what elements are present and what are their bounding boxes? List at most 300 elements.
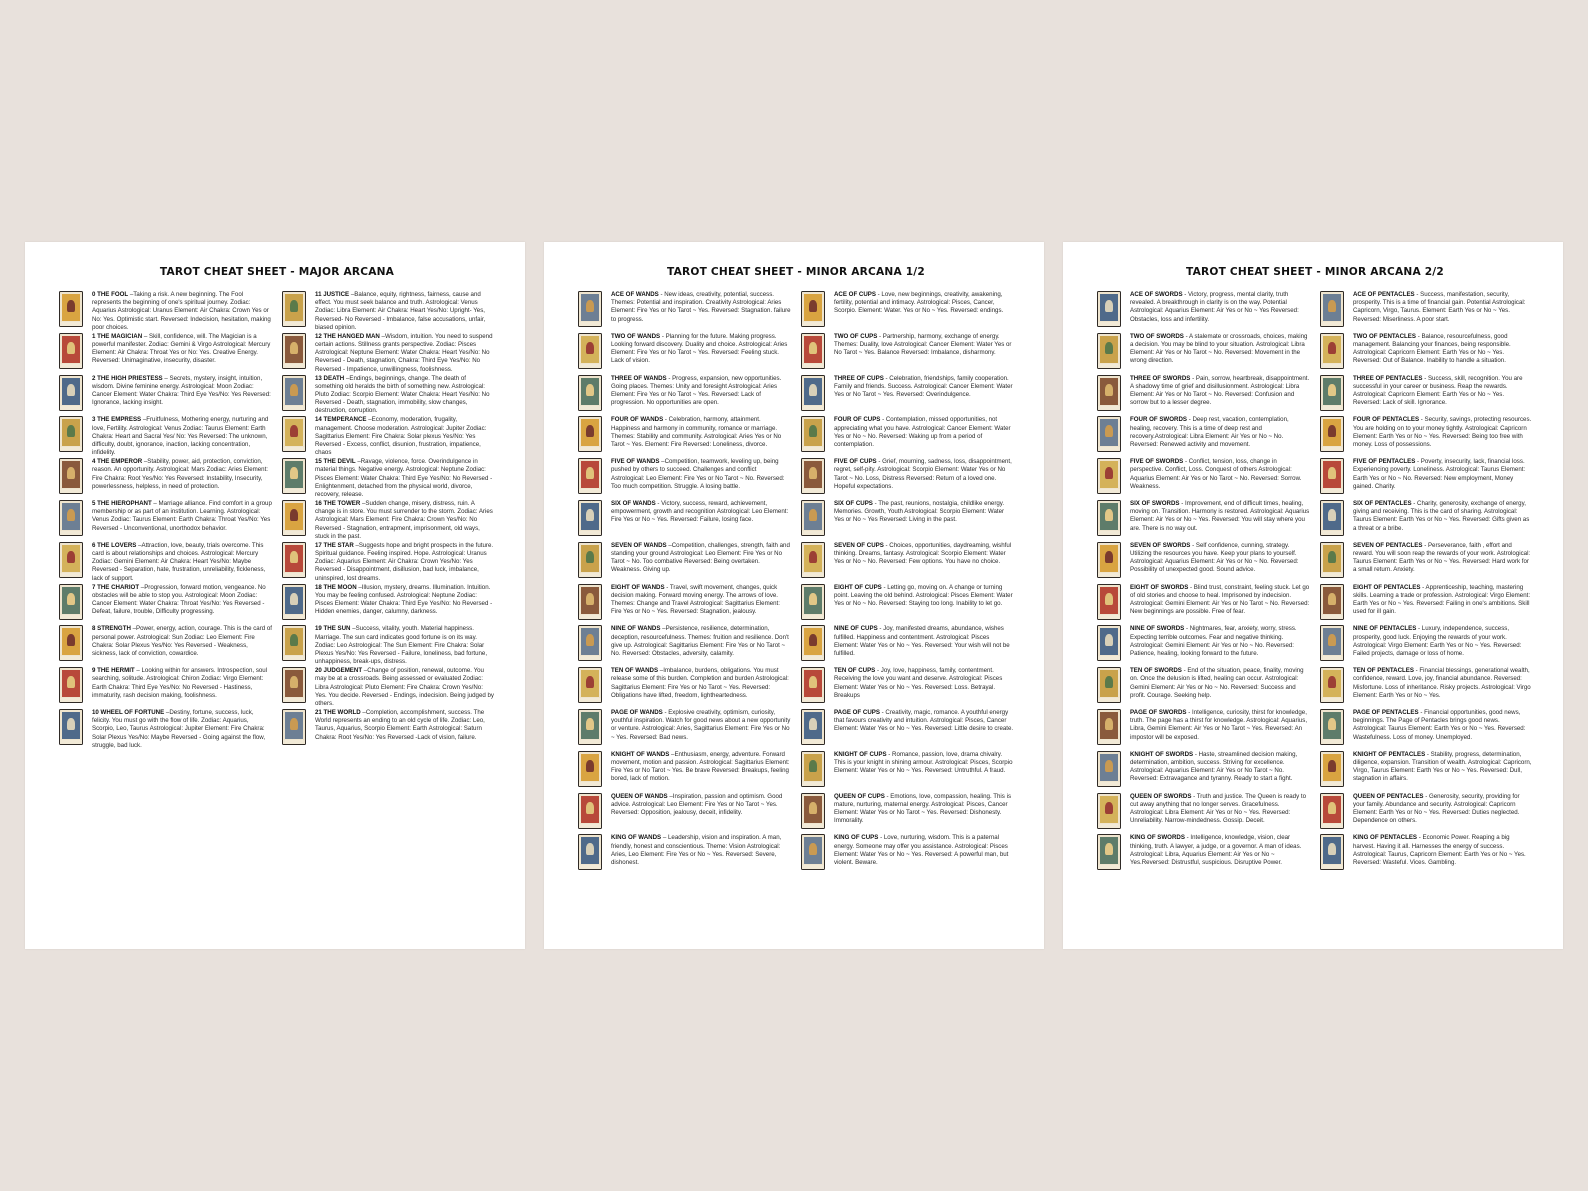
ten-of-pentacles-card-icon xyxy=(1320,667,1344,703)
card-meaning: - Poverty, insecurity, lack, financial loss. Experiencing poverty. Loneliness. Astrological: Taurus Element: Earth Yes or No ~ No. Reversed: New employment, Money gained. Charity. xyxy=(1353,458,1526,490)
card-entry xyxy=(578,458,791,500)
card-entry xyxy=(1097,793,1310,835)
card-entry xyxy=(1320,834,1533,876)
card-entry xyxy=(801,793,1014,835)
card-name: 16 THE TOWER xyxy=(315,499,361,507)
card-meaning: - Pain, sorrow, heartbreak, disappointment. A shadowy time of grief and disillusionment. Astrological: Libra Element: Air Yes or No Tarot ~ No. Reversed: Confusion and sorrow but to a lesser degree. xyxy=(1130,374,1310,407)
card-description xyxy=(1353,458,1533,491)
card-name: SIX OF CUPS xyxy=(834,499,873,507)
card-entry xyxy=(578,291,791,333)
two-of-cups-card-icon xyxy=(801,333,825,369)
four-of-wands-card-icon xyxy=(578,416,602,452)
six-of-swords-card-icon xyxy=(1097,500,1121,536)
card-entry xyxy=(578,584,791,626)
card-entry xyxy=(59,542,272,584)
card-entry xyxy=(59,458,272,500)
card-description xyxy=(834,291,1014,316)
card-description xyxy=(1130,793,1310,826)
card-name: NINE OF WANDS xyxy=(611,625,661,633)
card-description xyxy=(834,333,1014,358)
card-description xyxy=(834,542,1014,567)
card-name: SEVEN OF WANDS xyxy=(611,541,667,549)
three-of-pentacles-card-icon xyxy=(1320,375,1344,411)
card-name: FIVE OF SWORDS xyxy=(1130,458,1184,466)
card-entry xyxy=(1320,625,1533,667)
temperance-card-icon xyxy=(282,416,306,452)
sheet-columns xyxy=(578,291,1014,876)
card-entry xyxy=(1320,667,1533,709)
card-name: KING OF PENTACLES xyxy=(1353,834,1418,842)
card-description xyxy=(1353,291,1533,324)
emperor-card-icon xyxy=(59,458,83,494)
card-name: TEN OF WANDS xyxy=(611,667,659,675)
king-of-pentacles-card-icon xyxy=(1320,834,1344,870)
card-name: KNIGHT OF CUPS xyxy=(834,750,887,758)
seven-of-cups-card-icon xyxy=(801,542,825,578)
card-entry xyxy=(578,333,791,375)
card-description xyxy=(315,584,495,617)
card-meaning: –Destiny, fortune, success, luck, felicity. You must go with the flow of life. Zodiac: Aquarius, Scorpio, Leo, Taurus Astrological: Jupiter Element: Fire Chakra: Solar Plexus Yes/No: Maybe Reversed - Going against the flow, struggle, bad luck. xyxy=(92,708,266,749)
card-description xyxy=(1353,667,1533,700)
card-meaning: - End of the situation, peace, finality, moving on. Once the delusion is lifted, healing can occur. Astrological: Gemini Element: Air Yes or No ~ No. Reversed: Success and profit. Courage. Seeking help. xyxy=(1130,667,1304,699)
card-name: 3 THE EMPRESS xyxy=(92,416,142,424)
card-description xyxy=(92,584,272,617)
card-meaning: - Intelligence, curiosity, thirst for knowledge, truth. The page has a thirst for knowledge. Astrological: Aquarius, Libra, Gemini Element: Air Yes or No Tarot ~ Yes. Reversed: An impostor will be exposed. xyxy=(1130,708,1308,741)
card-entry xyxy=(282,375,495,417)
card-meaning: - Luxury, independence, success, prosperity, good luck. Enjoying the rewards of your work. Astrological: Virgo Element: Earth Yes or No ~ Yes. Reversed: Failed projects, damage or loss of home. xyxy=(1353,625,1522,657)
queen-of-cups-card-icon xyxy=(801,793,825,829)
card-description xyxy=(92,625,272,658)
seven-of-wands-card-icon xyxy=(578,542,602,578)
card-entry xyxy=(801,375,1014,417)
card-name: EIGHT OF SWORDS xyxy=(1130,583,1189,591)
card-meaning: –Suggests hope and bright prospects in the future. Spiritual guidance. Feeling inspired. Hope. Astrological: Uranus Zodiac: Aquarius Element: Air Chakra: Crown Yes/No: Yes Reversed - Disappointment, disillusion, bad luck, imbalance, uninspired, lost dreams. xyxy=(315,541,494,582)
king-of-swords-card-icon xyxy=(1097,834,1121,870)
card-meaning: –Change of position, renewal, outcome. You may be at a crossroads. Being assessed or evaluated Zodiac: Libra Astrological: Pluto Element: Fire Chakra: Crown Yes/No: Yes. You decide. Reversed - Endings, indecision. Being judged by others. xyxy=(315,667,494,707)
card-description xyxy=(92,667,272,700)
empress-card-icon xyxy=(59,416,83,452)
card-meaning: - Intelligence, knowledge, vision, clear thinking, truth. A lawyer, a judge, or a governor. A man of ideas. Astrological: Libra, Aquarius Element: Air Yes or No ~ Yes.Reversed: Distrustful, suspicious. Disruptive Power. xyxy=(1130,834,1302,866)
card-name: THREE OF PENTACLES xyxy=(1353,374,1423,382)
eight-of-wands-card-icon xyxy=(578,584,602,620)
card-entry xyxy=(1320,751,1533,793)
card-description xyxy=(1130,375,1310,408)
card-description xyxy=(1130,709,1310,742)
card-entry xyxy=(801,751,1014,793)
card-name: EIGHT OF CUPS xyxy=(834,583,882,591)
card-entry xyxy=(1320,709,1533,751)
knight-of-swords-card-icon xyxy=(1097,751,1121,787)
card-name: 8 STRENGTH xyxy=(92,625,131,633)
card-name: 9 THE HERMIT xyxy=(92,667,135,675)
card-description xyxy=(92,500,272,533)
card-meaning: - Love, nurturing, wisdom. This is a paternal energy. Someone may offer you assistance. Astrological: Pisces Element: Water Yes or No ~ Yes. Reversed: A powerful man, but violent. Beware. xyxy=(834,834,1009,866)
card-entry xyxy=(801,667,1014,709)
card-description xyxy=(315,500,495,541)
card-entry xyxy=(578,542,791,584)
card-description xyxy=(1130,500,1310,533)
card-entry xyxy=(1097,667,1310,709)
card-entry xyxy=(1320,584,1533,626)
card-entry xyxy=(1097,834,1310,876)
card-meaning: - Self confidence, cunning, strategy. Utilizing the resources you have. Keep your plans to yourself. Astrological: Aquarius Element: Air Yes or No ~ No. Reversed: Possibility of unexpected good. Sound advice. xyxy=(1130,541,1299,574)
card-entry xyxy=(1320,500,1533,542)
card-meaning: - Progress, expansion, new opportunities. Going places. Themes: Unity and foresight Astrological: Aries Element: Fire Yes or No Tarot ~ Yes. Reversed: Lack of progression. No opportunities are open. xyxy=(611,374,782,407)
card-meaning: - Success, manifestation, security, prosperity. This is a time of financial gain. Potential Astrological: Capricorn, Virgo, Taurus. Element: Earth Yes or No ~ Yes. Reversed: Miserliness. A poor start. xyxy=(1353,291,1526,323)
card-description xyxy=(834,709,1014,734)
card-entry xyxy=(1097,584,1310,626)
card-meaning: –Ravage, violence, force. Overindulgence in material things. Negative energy. Astrological: Neptune Zodiac: Pisces Element: Water Chakra: Third Eye Yes/No: No Reversed - Enlightenment, detached from the physical world, divorce, recovery, release. xyxy=(315,458,493,498)
magician-card-icon xyxy=(59,333,83,369)
card-meaning: –Wisdom, intuition. You need to suspend certain actions. Stillness grants perspective. Zodiac: Pisces Astrological: Neptune Element: Water Chakra: Heart Yes/No: No Reversed - Death, stagnation, Chakra: Third Eye Yes/No: No Reversed - Impatience, unwillingness, foolishness. xyxy=(315,332,493,373)
card-description xyxy=(611,584,791,617)
card-meaning: - Romance, passion, love, drama chivalry. This is your knight in shining armour. Astrological: Pisces, Scorpio Element: Water Yes or No ~ Yes. Reversed: Untruthful. A fraud. xyxy=(834,750,1013,775)
card-description xyxy=(315,375,495,416)
card-name: 7 THE CHARIOT xyxy=(92,583,140,591)
card-description xyxy=(611,625,791,658)
card-name: TWO OF PENTACLES xyxy=(1353,332,1416,340)
card-entry xyxy=(282,667,495,709)
card-name: THREE OF CUPS xyxy=(834,374,884,382)
card-name: ACE OF CUPS xyxy=(834,291,876,298)
card-description xyxy=(834,751,1014,776)
card-entry xyxy=(801,542,1014,584)
judgement-card-icon xyxy=(282,667,306,703)
sheet-minor-arcana-1 xyxy=(544,242,1044,949)
card-entry xyxy=(59,375,272,417)
card-entry xyxy=(59,667,272,709)
card-description xyxy=(611,751,791,784)
card-entry xyxy=(1097,625,1310,667)
card-entry xyxy=(59,416,272,458)
ten-of-swords-card-icon xyxy=(1097,667,1121,703)
card-meaning: - Stability, progress, determination, diligence, expansion. Transition of wealth. Astrological: Capricorn, Virgo, Taurus Element: Earth Yes or No ~ Yes. Reversed: Dull, stagnation in affairs. xyxy=(1353,750,1532,783)
card-name: ACE OF SWORDS xyxy=(1130,291,1183,298)
card-entry xyxy=(1097,416,1310,458)
card-meaning: –Success, vitality, youth. Material happiness. Marriage. The sun card indicates good fortune is on its way. Zodiac: Leo Astrological: The Sun Element: Fire Chakra: Solar Plexus Yes/No: Yes Reversed - Failure, loneliness, bad fortune, unhappiness, break-ups, distress. xyxy=(315,625,488,666)
five-of-cups-card-icon xyxy=(801,458,825,494)
fool-card-icon xyxy=(59,291,83,327)
card-description xyxy=(1130,333,1310,366)
lovers-card-icon xyxy=(59,542,83,578)
card-meaning: –Taking a risk. A new beginning. The Fool represents the beginning of one's spiritual journey. Zodiac: Aquarius Astrological: Uranus Element: Air Chakra: Crown Yes or No: Yes. Optimistic start. Reversed: Indecision, hesitation, making poor choices. xyxy=(92,291,271,331)
card-description xyxy=(92,333,272,366)
card-name: EIGHT OF PENTACLES xyxy=(1353,583,1421,591)
card-name: FIVE OF PENTACLES xyxy=(1353,458,1416,466)
card-description xyxy=(315,542,495,583)
four-of-swords-card-icon xyxy=(1097,416,1121,452)
king-of-cups-card-icon xyxy=(801,834,825,870)
card-meaning: - Perseverance, faith , effort and reward. You will soon reap the rewards of your work. Astrological: Taurus Element: Earth Yes or No ~ Yes. Reversed: Hard work for a small return. Anxiety. xyxy=(1353,541,1531,574)
card-meaning: - Balance, resourcefulness, good management. Balancing your finances, being responsible. Astrological: Capricorn Element: Earth Yes or No ~ Yes. Reversed: Out of Balance. Inability to handle a situation. xyxy=(1353,332,1511,365)
card-name: 6 THE LOVERS xyxy=(92,541,137,549)
card-description xyxy=(1130,834,1310,867)
card-name: 1 THE MAGICIAN xyxy=(92,332,143,340)
card-description xyxy=(611,834,791,867)
card-meaning: - Travel, swift movement, changes, quick decision making. Forward moving energy. The arrows of love. Themes: Change and Travel Astrological: Sagittarius Element: Fire Yes or No ~ Yes. Reversed: Stagnation, jealousy. xyxy=(611,583,780,616)
card-name: 19 THE SUN xyxy=(315,625,351,633)
card-description xyxy=(315,333,495,374)
page-of-cups-card-icon xyxy=(801,709,825,745)
card-meaning: - Victory, progress, mental clarity, truth revealed. A breakthrough in clarity is on the way. Potential Astrological: Aquarius Element: Air Yes or No ~ Yes Reversed: Obstacles, loss and infertility. xyxy=(1130,291,1299,323)
card-name: FIVE OF WANDS xyxy=(611,458,660,466)
card-description xyxy=(1130,625,1310,658)
card-meaning: - Success, skill, recognition. You are successful in your career or business. Reap the rewards. Astrological: Capricorn Element: Earth Yes or No ~ Yes. Reversed: Lack of skill. Ignorance. xyxy=(1353,374,1523,407)
nine-of-wands-card-icon xyxy=(578,625,602,661)
card-entry xyxy=(578,709,791,751)
card-name: SIX OF WANDS xyxy=(611,499,656,507)
card-entry xyxy=(801,333,1014,375)
card-meaning: - Conflict, tension, loss, change in perspective. Conflict, Loss. Conquest of others Astrological: Aquarius Element: Air Yes or No Tarot ~ No. Reversed: Sorrow. Weakness. xyxy=(1130,458,1302,490)
card-name: PAGE OF CUPS xyxy=(834,708,880,716)
card-name: 18 THE MOON xyxy=(315,583,357,591)
hanged-man-card-icon xyxy=(282,333,306,369)
card-description xyxy=(1353,793,1533,826)
card-description xyxy=(834,667,1014,700)
nine-of-cups-card-icon xyxy=(801,625,825,661)
card-meaning: - Letting go, moving on. A change or turning point. Leaving the old behind. Astrological: Pisces Element: Water Yes or No ~ No. Reversed: Staying too long. Inability to let go. xyxy=(834,583,1013,607)
card-meaning: - Charity, generosity, exchange of energy, giving and receiving. This is the card of sharing. Astrological: Taurus Element: Earth Yes or No ~ Yes. Reversed: Gifts given as a threat or a bribe. xyxy=(1353,499,1530,532)
column-right xyxy=(801,291,1014,876)
justice-card-icon xyxy=(282,291,306,327)
card-meaning: - Apprenticeship, teaching, mastering skills. Learning a trade or profession. Astrological: Virgo Element: Earth Yes or No ~ Yes. Reversed: Failing in one's ambitions. Skill used for ill gain. xyxy=(1353,583,1531,616)
page-of-pentacles-card-icon xyxy=(1320,709,1344,745)
card-meaning: - Celebration, friendships, family cooperation. Family and friends. Success. Astrological: Cancer Element: Water Yes or No Tarot ~ Yes. Reversed: Overindulgence. xyxy=(834,374,1013,398)
card-description xyxy=(611,375,791,408)
card-entry xyxy=(282,542,495,584)
queen-of-wands-card-icon xyxy=(578,793,602,829)
four-of-cups-card-icon xyxy=(801,416,825,452)
hierophant-card-icon xyxy=(59,500,83,536)
page-of-wands-card-icon xyxy=(578,709,602,745)
card-name: QUEEN OF SWORDS xyxy=(1130,792,1192,800)
card-meaning: - New ideas, creativity, potential, success. Themes: Potential and inspiration. Creativity Astrological: Aries Element: Fire Yes or No Tarot ~ Yes. Reversed: Stagnation. failure to progress. xyxy=(611,291,791,323)
card-description xyxy=(611,793,791,818)
card-entry xyxy=(282,625,495,667)
queen-of-swords-card-icon xyxy=(1097,793,1121,829)
nine-of-swords-card-icon xyxy=(1097,625,1121,661)
card-description xyxy=(1353,333,1533,366)
card-description xyxy=(834,793,1014,826)
card-entry xyxy=(1320,375,1533,417)
card-meaning: - The past, reunions, nostalgia, childlike energy. Memories. Growth, Youth Astrological: Scorpio Element: Water Yes or No ~ Yes Reversed: Living in the past. xyxy=(834,499,1005,524)
column-left xyxy=(59,291,272,751)
card-meaning: - Financial blessings, generational wealth, confidence, reward. Love, joy, financial abundance. Reversed: Misfortune. Loss of inheritance. Risky projects. Astrological: Virgo Element: Earth Yes or No ~ Yes. xyxy=(1353,667,1531,699)
card-entry xyxy=(801,458,1014,500)
high-priestess-card-icon xyxy=(59,375,83,411)
card-entry xyxy=(59,333,272,375)
card-description xyxy=(1130,416,1310,449)
card-description xyxy=(1353,584,1533,617)
sheet-title: TAROT CHEAT SHEET - MINOR ARCANA 1/2 xyxy=(667,266,925,278)
card-entry xyxy=(1097,500,1310,542)
six-of-cups-card-icon xyxy=(801,500,825,536)
card-name: TEN OF SWORDS xyxy=(1130,667,1182,675)
card-meaning: –Sudden change, misery, distress, ruin. A change is in store. You must surrender to the storm. Zodiac: Aries Astrological: Mars Element: Fire Chakra: Crown Yes/No: No Reversed - Stagnation, entrapment, imprisonment, old ways, stuck in the past. xyxy=(315,499,493,540)
card-entry xyxy=(801,584,1014,626)
card-meaning: –Enthusiasm, energy, adventure. Forward movement, motion and passion. Astrological: Sagittarius Element: Fire Yes or No Tarot ~ Yes. Be brave Reversed: Breakups, feeling bored, lack of motion. xyxy=(611,750,790,783)
card-entry xyxy=(282,458,495,500)
card-name: NINE OF CUPS xyxy=(834,625,878,633)
card-meaning: –Attraction, love, beauty, trials overcome. This card is about relationships and choices. Astrological: Mercury Zodiac: Gemini Element: Air Chakra: Heart Yes/No: Maybe Reversed - Separation, hate, frustration, unreliability, fickleness, lack of support. xyxy=(92,541,266,582)
card-name: FOUR OF PENTACLES xyxy=(1353,416,1420,424)
four-of-pentacles-card-icon xyxy=(1320,416,1344,452)
knight-of-wands-card-icon xyxy=(578,751,602,787)
card-name: FIVE OF CUPS xyxy=(834,458,877,466)
card-meaning: - Joy, manifested dreams, abundance, wishes fulfilled. Happiness and contentment. Astrological: Pisces Element: Water Yes or No ~ Yes. Reversed: Your wish will not be fulfilled. xyxy=(834,625,1010,657)
card-name: SEVEN OF CUPS xyxy=(834,541,884,549)
card-meaning: –Completion, accomplishment, success. The World represents an ending to an old cycle of life. Zodiac: Leo, Taurus, Aquarius, Scorpio Element: Earth Astrological: Saturn Chakra: Root Yes/No: Yes Reversed -Lack of vision, failure. xyxy=(315,708,485,741)
three-of-swords-card-icon xyxy=(1097,375,1121,411)
card-entry xyxy=(801,416,1014,458)
death-card-icon xyxy=(282,375,306,411)
card-meaning: - Love, new beginnings, creativity, awakening, fertility, potential and intimacy. Astrological: Pisces, Cancer, Scorpio. Element: Water. Yes or No ~ Yes. Reversed: endings. xyxy=(834,291,1004,315)
card-name: KNIGHT OF PENTACLES xyxy=(1353,750,1426,758)
card-name: 5 THE HIEROPHANT xyxy=(92,499,152,507)
moon-card-icon xyxy=(282,584,306,620)
card-name: TEN OF CUPS xyxy=(834,667,876,675)
card-meaning: - Generosity, security, providing for your family. Abundance and security. Astrological: Capricorn Element: Earth Yes or No ~ Yes. Reversed: Duties neglected. Dependence on others. xyxy=(1353,792,1520,825)
card-name: KNIGHT OF SWORDS xyxy=(1130,750,1194,758)
card-entry xyxy=(282,291,495,333)
card-name: FOUR OF CUPS xyxy=(834,416,881,424)
card-description xyxy=(315,416,495,457)
card-description xyxy=(611,709,791,742)
card-description xyxy=(1353,500,1533,533)
ace-of-wands-card-icon xyxy=(578,291,602,327)
column-left xyxy=(578,291,791,876)
card-entry xyxy=(1320,416,1533,458)
devil-card-icon xyxy=(282,458,306,494)
card-entry xyxy=(578,793,791,835)
knight-of-pentacles-card-icon xyxy=(1320,751,1344,787)
card-meaning: - Deep rest, vacation, contemplation, healing, recovery. This is a time of deep rest and recovery.Astrological: Libra Element: Air Yes or No ~ No. Reversed: Renewed activity and movement. xyxy=(1130,416,1289,448)
card-entry xyxy=(282,416,495,458)
card-entry xyxy=(578,751,791,793)
card-description xyxy=(315,667,495,708)
card-name: PAGE OF WANDS xyxy=(611,708,663,716)
card-description xyxy=(611,291,791,324)
card-entry xyxy=(1320,458,1533,500)
card-description xyxy=(834,375,1014,400)
card-description xyxy=(92,709,272,750)
card-entry xyxy=(1320,793,1533,835)
card-meaning: – Marriage alliance. Find comfort in a group membership or as part of an institution. Learning. Astrological: Venus Zodiac: Taurus Element: Earth Chakra: Throat Yes/No: Yes Reversed - Unconventional, unorthodox behavior. xyxy=(92,499,272,532)
chariot-card-icon xyxy=(59,584,83,620)
card-name: 11 JUSTICE xyxy=(315,291,350,298)
card-meaning: - Blind trust, constraint, feeling stuck. Let go of old stories and choose to heal. Imprisoned by indecision. Astrological: Gemini Element: Air Yes or No Tarot ~ No. Reversed: New beginnings are possible. Free of fear. xyxy=(1130,583,1310,616)
column-right xyxy=(282,291,495,751)
wheel-of-fortune-card-icon xyxy=(59,709,83,745)
card-description xyxy=(1130,584,1310,617)
card-entry xyxy=(578,625,791,667)
card-entry xyxy=(801,291,1014,333)
card-name: 13 DEATH xyxy=(315,374,345,382)
card-description xyxy=(92,291,272,332)
card-meaning: - Choices, opportunities, daydreaming, wishful thinking. Dreams, fantasy. Astrological: Scorpio Element: Water Yes or No ~ No. Reversed: Few options. You have no choice. xyxy=(834,541,1012,566)
five-of-pentacles-card-icon xyxy=(1320,458,1344,494)
card-name: FOUR OF WANDS xyxy=(611,416,664,424)
card-meaning: - Grief, mourning, sadness, loss, disappointment, regret, self-pity. Astrological: Scorpio Element: Water Yes or No Tarot ~ No. Loss, Distress Reversed: Return of a loved one. Hopeful expectations. xyxy=(834,458,1012,490)
two-of-pentacles-card-icon xyxy=(1320,333,1344,369)
card-description xyxy=(834,458,1014,491)
card-entry xyxy=(801,709,1014,751)
card-description xyxy=(611,458,791,491)
queen-of-pentacles-card-icon xyxy=(1320,793,1344,829)
sheet-columns xyxy=(59,291,495,751)
card-description xyxy=(1130,751,1310,784)
card-description xyxy=(92,458,272,491)
card-entry xyxy=(801,625,1014,667)
card-name: QUEEN OF PENTACLES xyxy=(1353,792,1424,800)
column-left xyxy=(1097,291,1310,876)
card-name: 4 THE EMPEROR xyxy=(92,458,143,466)
card-meaning: –Fruitfulness, Mothering energy, nurturing and love, Fertility. Astrological: Venus Zodiac: Taurus Element: Earth Chakra: Heart and Sacral Yes/ No: Yes Reversed: The unknown, difficulty, doubt, ignorance, inaction, lacking concentration, infidelity. xyxy=(92,416,269,457)
card-name: KING OF SWORDS xyxy=(1130,834,1185,842)
card-entry xyxy=(59,291,272,333)
card-name: THREE OF SWORDS xyxy=(1130,374,1191,382)
card-name: 21 THE WORLD xyxy=(315,708,361,716)
card-description xyxy=(834,625,1014,658)
card-entry xyxy=(1097,458,1310,500)
card-entry xyxy=(1097,291,1310,333)
two-of-wands-card-icon xyxy=(578,333,602,369)
card-meaning: –Economy, moderation, frugality, management. Choose moderation. Astrological: Jupiter Zodiac: Sagittarius Element: Fire Chakra: Solar plexus Yes/No: Yes Reversed - Excess, conflict, disunion, frustration, impatience, chaos xyxy=(315,416,487,457)
card-meaning: – Secrets, mystery, insight, intuition, wisdom. Divine feminine energy. Astrological: Moon Zodiac: Cancer Element: Water Chakra: Third Eye Yes/No: Yes Reversed: Ignorance, lacking insight. xyxy=(92,374,271,407)
card-name: ACE OF WANDS xyxy=(611,291,659,298)
card-name: TWO OF SWORDS xyxy=(1130,332,1184,340)
card-description xyxy=(834,834,1014,867)
card-description xyxy=(1353,625,1533,658)
card-entry xyxy=(1097,542,1310,584)
card-entry xyxy=(282,584,495,626)
card-name: 15 THE DEVIL xyxy=(315,458,356,466)
card-entry xyxy=(1097,709,1310,751)
card-description xyxy=(834,416,1014,449)
card-name: TWO OF WANDS xyxy=(611,332,661,340)
card-name: KNIGHT OF WANDS xyxy=(611,750,670,758)
star-card-icon xyxy=(282,542,306,578)
hermit-card-icon xyxy=(59,667,83,703)
sheet-title: TAROT CHEAT SHEET - MAJOR ARCANA xyxy=(159,266,395,278)
sheet-title: TAROT CHEAT SHEET - MINOR ARCANA 2/2 xyxy=(1186,266,1444,278)
two-of-swords-card-icon xyxy=(1097,333,1121,369)
card-name: SIX OF SWORDS xyxy=(1130,499,1180,507)
card-meaning: - Truth and justice. The Queen is ready to cut away anything that no longer serves. Gracefulness. Astrological: Libra Element: Air Yes or No ~ Yes. Reversed: Unreliability. Narrow-mindedness. Gossip. Deceit. xyxy=(1130,792,1306,825)
card-name: SIX OF PENTACLES xyxy=(1353,499,1412,507)
ace-of-swords-card-icon xyxy=(1097,291,1121,327)
card-name: TWO OF CUPS xyxy=(834,332,878,340)
ace-of-cups-card-icon xyxy=(801,291,825,327)
card-description xyxy=(92,542,272,583)
card-entry xyxy=(578,667,791,709)
card-entry xyxy=(282,500,495,542)
knight-of-cups-card-icon xyxy=(801,751,825,787)
king-of-wands-card-icon xyxy=(578,834,602,870)
card-meaning: –Balance, equity, rightness, fairness, cause and effect. You must seek balance and truth. Astrological: Venus Zodiac: Libra Element: Air Chakra: Heart Yes/No: Upright- Yes, Reversed- No Reversed - Imbalance, false accusations, unfair, biased opinion. xyxy=(315,291,486,331)
seven-of-swords-card-icon xyxy=(1097,542,1121,578)
card-name: KING OF WANDS xyxy=(611,834,662,842)
card-description xyxy=(1130,291,1310,324)
card-entry xyxy=(1097,375,1310,417)
card-description xyxy=(1353,834,1533,867)
card-entry xyxy=(1320,333,1533,375)
card-meaning: –Inspiration, passion and optimism. Good advice. Astrological: Leo Element: Fire Yes or No Tarot ~ Yes. Reversed: Opposition, jealousy, deceit, infidelity. xyxy=(611,792,783,816)
card-entry xyxy=(59,625,272,667)
card-entry xyxy=(59,500,272,542)
card-description xyxy=(315,709,495,742)
card-entry xyxy=(1320,291,1533,333)
